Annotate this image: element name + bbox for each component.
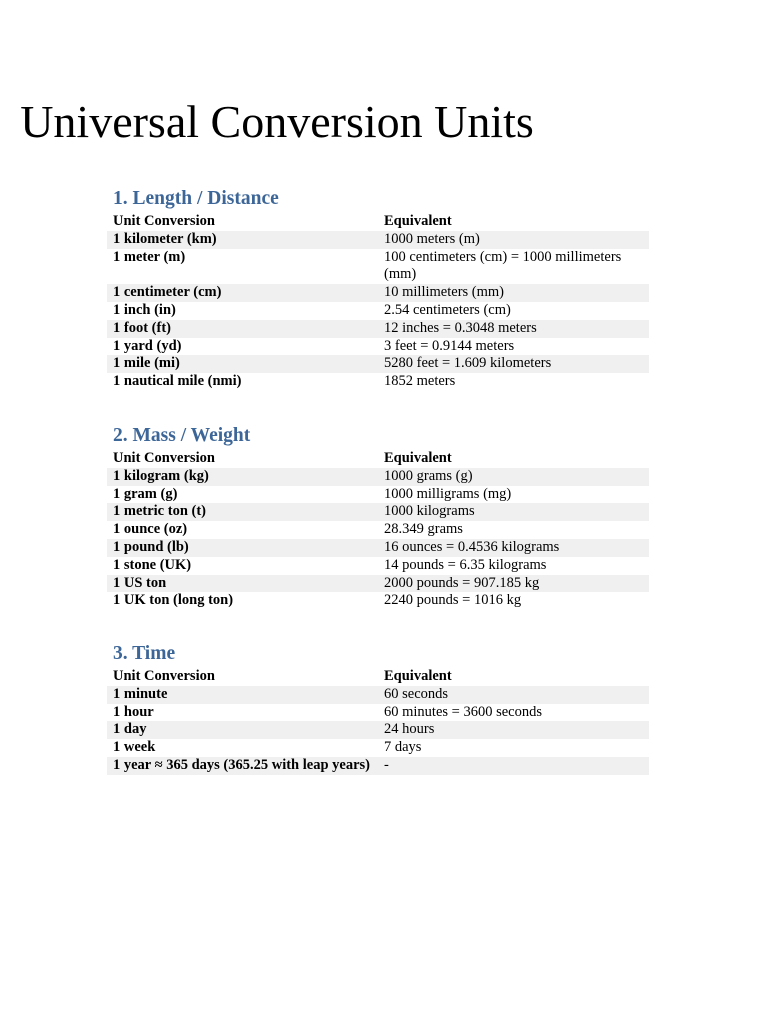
table-row [107, 539, 649, 557]
unit-cell: 1 stone (UK) [113, 556, 192, 573]
table-row [107, 721, 649, 739]
table-row [107, 284, 649, 302]
equivalent-cell: - [384, 756, 389, 773]
equivalent-cell: 2.54 centimeters (cm) [384, 301, 511, 318]
table-row [107, 355, 649, 373]
equivalent-cell: 1852 meters [384, 373, 456, 390]
conversion-table [107, 213, 649, 391]
equivalent-cell: 1000 meters (m) [384, 230, 480, 247]
table-row [107, 338, 649, 356]
column-header-equivalent: Equivalent [384, 668, 452, 684]
unit-cell: 1 US ton [113, 574, 167, 591]
table-row [107, 302, 649, 320]
table-header-row [107, 668, 649, 686]
unit-cell: 1 UK ton (long ton) [113, 592, 234, 609]
unit-cell: 1 yard (yd) [113, 337, 182, 354]
unit-cell: 1 centimeter (cm) [113, 284, 222, 301]
table-row [107, 320, 649, 338]
unit-cell: 1 minute [113, 685, 168, 702]
section-heading: 2. Mass / Weight [113, 425, 251, 446]
unit-cell: 1 gram (g) [113, 485, 178, 502]
unit-cell: 1 pound (lb) [113, 538, 189, 555]
equivalent-cell: 14 pounds = 6.35 kilograms [384, 556, 547, 573]
unit-cell: 1 kilometer (km) [113, 230, 217, 247]
table-row [107, 486, 649, 504]
equivalent-cell: 12 inches = 0.3048 meters [384, 319, 537, 336]
equivalent-cell: 2240 pounds = 1016 kg [384, 592, 522, 609]
unit-cell: 1 kilogram (kg) [113, 467, 209, 484]
conversion-table [107, 450, 649, 610]
section-heading: 3. Time [113, 643, 176, 664]
unit-cell: 1 foot (ft) [113, 319, 171, 336]
table-row [107, 592, 649, 610]
section-length-distance [107, 186, 649, 391]
page-title: Universal Conversion Units [20, 96, 534, 147]
equivalent-cell: 16 ounces = 0.4536 kilograms [384, 538, 560, 555]
section-heading: 1. Length / Distance [113, 188, 279, 209]
equivalent-cell: 60 seconds [384, 685, 449, 702]
table-row [107, 704, 649, 722]
table-row [107, 575, 649, 593]
table-header-row [107, 213, 649, 231]
column-header-unit: Unit Conversion [113, 668, 215, 684]
table-row [107, 557, 649, 575]
table-header-row [107, 450, 649, 468]
equivalent-cell: 60 minutes = 3600 seconds [384, 703, 542, 720]
column-header-unit: Unit Conversion [113, 213, 215, 229]
section-mass-weight [107, 423, 649, 610]
table-row [107, 521, 649, 539]
equivalent-cell: 1000 milligrams (mg) [384, 485, 512, 502]
unit-cell: 1 inch (in) [113, 301, 176, 318]
section-time [107, 641, 649, 775]
column-header-unit: Unit Conversion [113, 450, 215, 466]
table-row [107, 686, 649, 704]
conversion-table [107, 668, 649, 775]
equivalent-cell: 24 hours [384, 721, 435, 738]
column-header-equivalent: Equivalent [384, 450, 452, 466]
equivalent-cell: 28.349 grams [384, 521, 463, 538]
column-header-equivalent: Equivalent [384, 213, 452, 229]
equivalent-cell: 2000 pounds = 907.185 kg [384, 574, 540, 591]
table-row [107, 739, 649, 757]
unit-cell: 1 mile (mi) [113, 355, 180, 372]
equivalent-cell: 7 days [384, 739, 422, 756]
unit-cell: 1 ounce (oz) [113, 521, 188, 538]
equivalent-cell: 1000 kilograms [384, 503, 475, 520]
unit-cell: 1 hour [113, 703, 154, 720]
equivalent-cell: 3 feet = 0.9144 meters [384, 337, 515, 354]
unit-cell: 1 year ≈ 365 days (365.25 with leap years) [113, 756, 370, 773]
unit-cell: 1 week [113, 739, 156, 756]
equivalent-cell: 1000 grams (g) [384, 467, 473, 484]
equivalent-cell: 5280 feet = 1.609 kilometers [384, 355, 552, 372]
table-row [107, 468, 649, 486]
table-row [107, 231, 649, 249]
equivalent-cell: 10 millimeters (mm) [384, 284, 505, 301]
unit-cell: 1 meter (m) [113, 248, 186, 265]
unit-cell: 1 metric ton (t) [113, 503, 206, 520]
table-row [107, 373, 649, 391]
table-row [107, 757, 649, 775]
equivalent-cell: 100 centimeters (cm) = 1000 millimeters (mm) [384, 248, 622, 283]
unit-cell: 1 day [113, 721, 147, 738]
table-row [107, 503, 649, 521]
unit-cell: 1 nautical mile (nmi) [113, 373, 242, 390]
table-row [107, 249, 649, 285]
